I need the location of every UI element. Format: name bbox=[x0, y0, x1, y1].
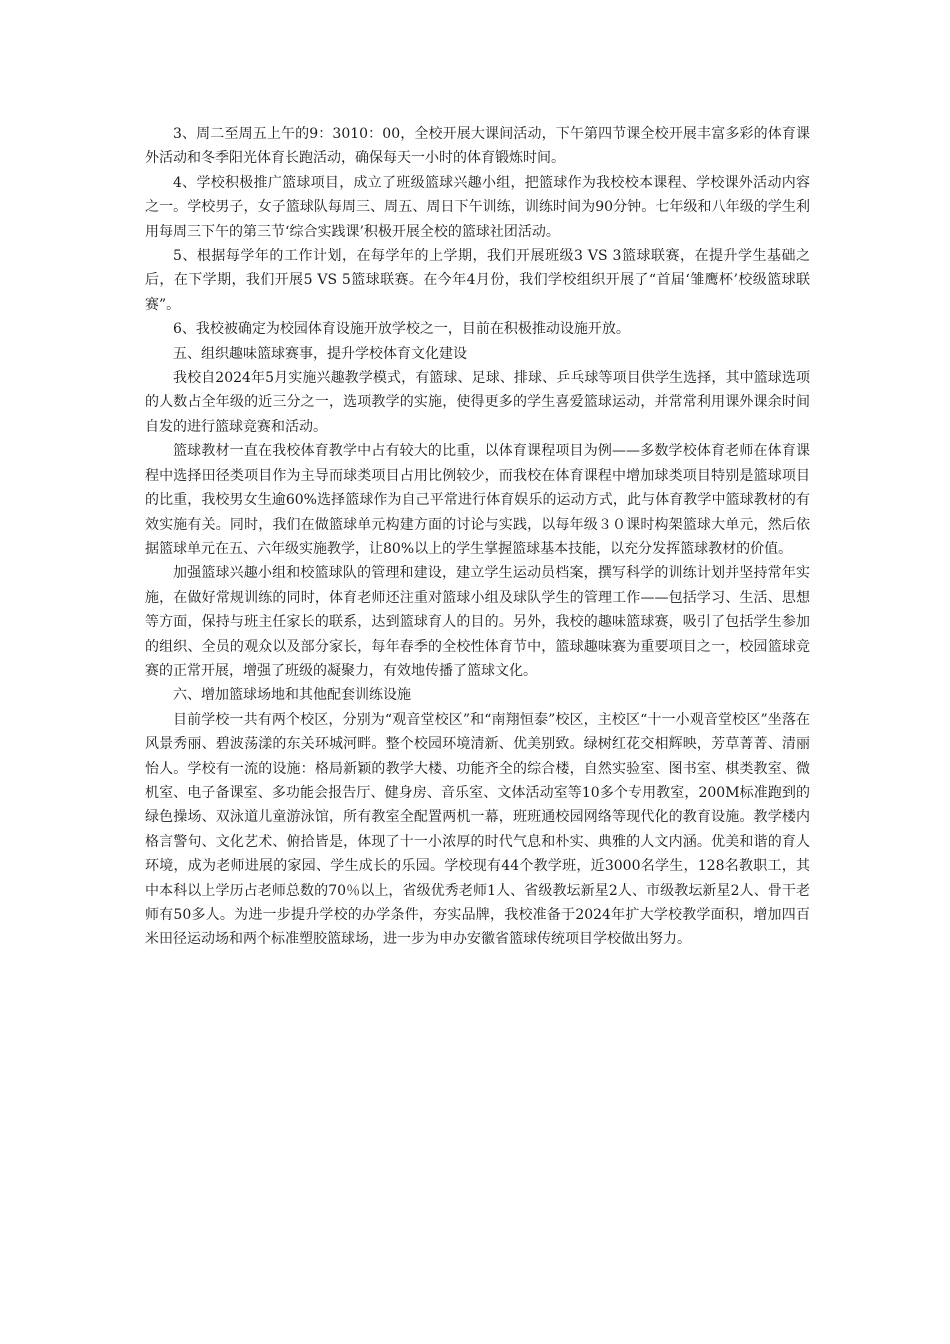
paragraph-item-4: 4、学校积极推广篮球项目，成立了班级篮球兴趣小组，把篮球作为我校校本课程、学校课外活动内容之一。学校男子，女子篮球队每周三、周五、周日下午训练，训练时间为90分钟。七年级和八年级的学生利用每周三下午的第三节‘综合实践课’积极开展全校的篮球社团活动。 bbox=[145, 174, 810, 240]
document-body bbox=[145, 122, 810, 952]
paragraph-item-6: 6、我校被确定为校园体育设施开放学校之一，目前在积极推动设施开放。 bbox=[173, 321, 630, 338]
section-heading-5: 五、组织趣味篮球赛事，提升学校体育文化建设 bbox=[173, 345, 467, 362]
paragraph-item-5: 5、根据每学年的工作计划，在每学年的上学期，我们开展班级3 VS 3篮球联赛，在提升学生基础之后，在下学期，我们开展5 VS 5篮球联赛。在今年4月份，我们学校组织开展了“首届‘雏鹰杯’校级篮球联赛”。 bbox=[145, 248, 810, 313]
paragraph-basketball-curriculum: 篮球教材一直在我校体育教学中占有较大的比重，以体育课程项目为例——多数学校体育老师在体育课程中选择田径类项目作为主导而球类项目占用比例较少，而我校在体育课程中增加球类项目特别是篮球项目的比重，我校男女生逾60%选择篮球作为自己平常进行体育娱乐的运动方式，此与体育教学中篮球教材的有效实施有关。同时，我们在做篮球单元构建方面的讨论与实践，以每年级３０课时构架篮球大单元，然后依据篮球单元在五、六年级实施教学，让80%以上的学生掌握篮球基本技能，以充分发挥篮球教材的价值。 bbox=[145, 443, 810, 557]
paragraph-interest-teaching: 我校自2024年5月实施兴趣教学模式，有篮球、足球、排球、乒乓球等项目供学生选择，其中篮球选项的人数占全年级的近三分之一，选项教学的实施，使得更多的学生喜爱篮球运动，并常常利用课外课余时间自发的进行篮球竞赛和活动。 bbox=[145, 370, 810, 435]
paragraph-campus-facilities: 目前学校一共有两个校区，分别为“观音堂校区”和“南翔恒泰”校区，主校区“十一小观音堂校区”坐落在风景秀丽、碧波荡漾的东关环城河畔。整个校园环境清新、优美别致。绿树红花交相辉映，芳草菁菁、清丽怡人。学校有一流的设施：格局新颖的教学大楼、功能齐全的综合楼，自然实验室、图书室、棋类教室、微机室、电子备课室、多功能会报告厅、健身房、音乐室、文体活动室等10多个专用教室，200M标准跑到的绿色操场、双泳道儿童游泳馆，所有教室全配置两机一幕，班班通校园网络等现代化的教育设施。教学楼内格言警句、文化艺术、俯拾皆是，体现了十一小浓厚的时代气息和朴实、典雅的人文内涵。优美和谐的育人环境，成为老师进展的家园、学生成长的乐园。学校现有44个教学班，近3000名学生，128名教职工，其中本科以上学历占老师总数的70％以上，省级优秀老师1人、省级教坛新星2人、市级教坛新星2人、骨干老师有50多人。为进一步提升学校的办学条件，夯实品牌，我校准备于2024年扩大学校教学面积，增加四百米田径运动场和两个标准塑胶篮球场，进一步为申办安徽省篮球传统项目学校做出努力。 bbox=[145, 711, 810, 948]
paragraph-team-management: 加强篮球兴趣小组和校篮球队的管理和建设，建立学生运动员档案，撰写科学的训练计划并坚持常年实施，在做好常规训练的同时，体育老师还注重对篮球小组及球队学生的管理工作——包括学习、生活、思想等方面，保持与班主任家长的联系，达到篮球育人的目的。另外，我校的趣味篮球赛，吸引了包括学生参加的组织、全员的观众以及部分家长，每年春季的全校性体育节中，篮球趣味赛为重要项目之一，校园篮球竞赛的正常开展，增强了班级的凝聚力，有效地传播了篮球文化。 bbox=[145, 565, 810, 679]
paragraph-item-3: 3、周二至周五上午的9：3010：00，全校开展大课间活动，下午第四节课全校开展丰富多彩的体育课外活动和冬季阳光体育长跑活动，确保每天一小时的体育锻炼时间。 bbox=[145, 126, 810, 167]
section-heading-6: 六、增加篮球场地和其他配套训练设施 bbox=[173, 687, 411, 704]
